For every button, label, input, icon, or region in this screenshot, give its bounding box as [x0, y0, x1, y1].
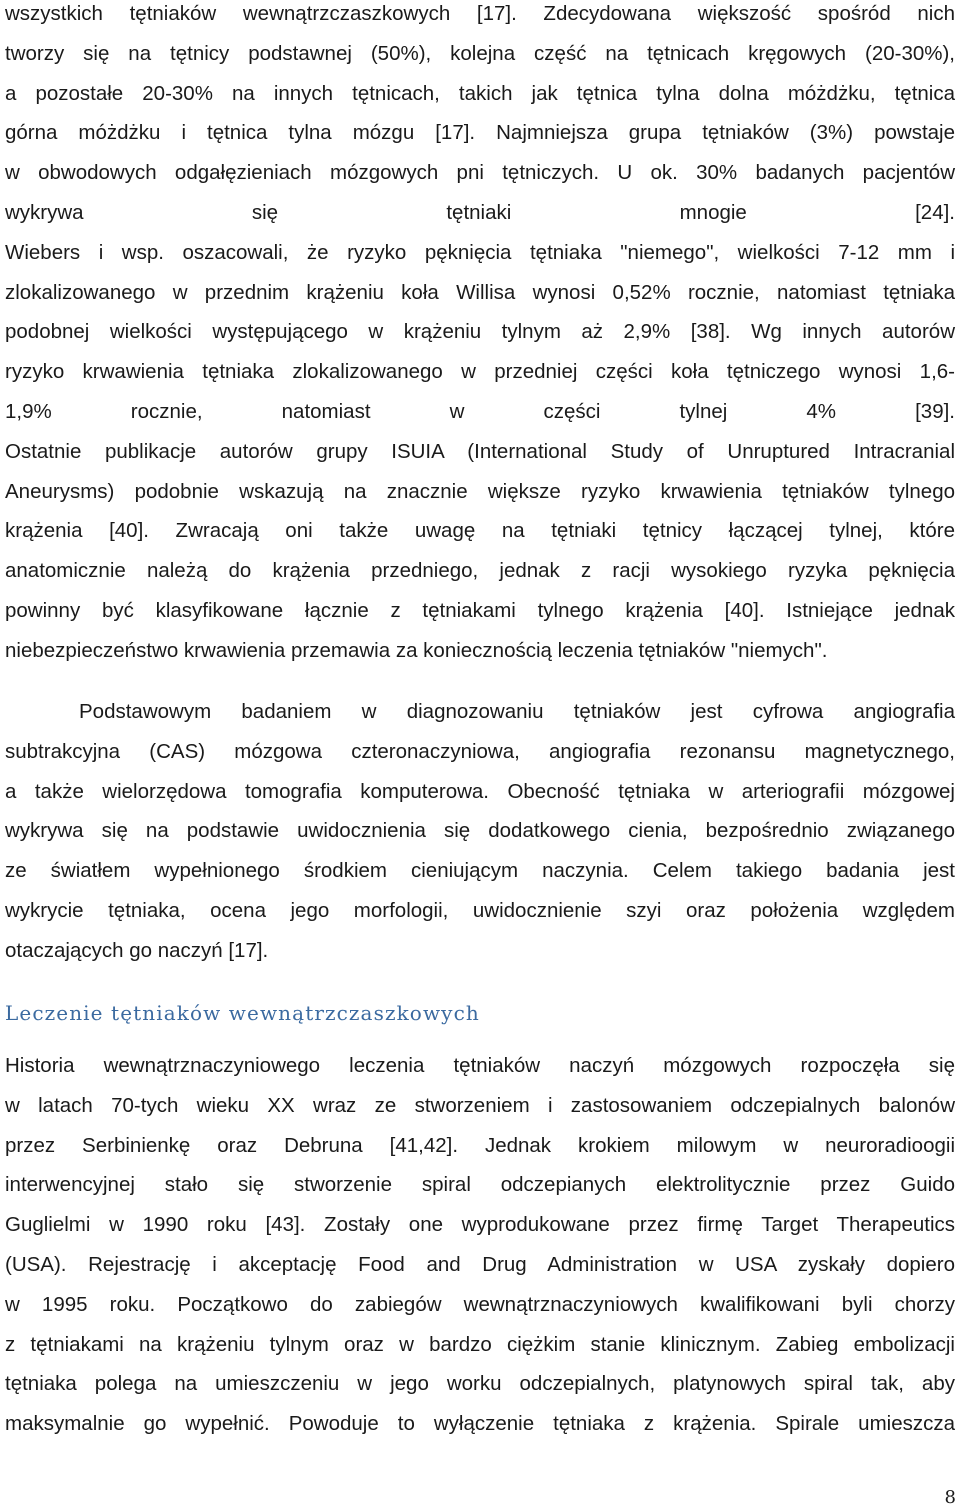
text-line: tętniaka polega na umieszczeniu w jego worku odczepialnych, platynowych spiral tak, aby — [5, 1372, 955, 1396]
text-line: a także wielorzędowa tomografia komputerowa. Obecność tętniaka w arteriografii mózgowej — [5, 779, 955, 803]
text-line: w obwodowych odgałęzieniach mózgowych pni tętniczych. U ok. 30% badanych pacjentów — [5, 161, 955, 185]
text-line: wszystkich tętniaków wewnątrzczaszkowych [17]. Zdecydowana większość spośród nich — [5, 2, 955, 25]
text-line: tworzy się na tętnicy podstawnej (50%), kolejna część na tętnicach kręgowych (20-30%), — [5, 41, 955, 65]
text-line: Aneurysms) podobnie wskazują na znacznie większe ryzyko krwawienia tętniaków tylnego — [5, 479, 955, 503]
text-line: górna móżdżku i tętnica tylna mózgu [17]. Najmniejsza grupa tętniaków (3%) powstaje — [5, 121, 955, 145]
paragraph-aneurysm-locations — [5, 0, 955, 671]
text-line: ryzyko krwawienia tętniaka zlokalizowanego w przedniej części koła tętniczego wynosi 1,6- — [5, 360, 955, 384]
page-number: 8 — [944, 1487, 956, 1508]
paragraph-endovascular-treatment — [5, 1046, 955, 1444]
text-line: krążenia [40]. Zwracają oni także uwagę na tętniaki tętnicy łączącej tylnej, które — [5, 519, 955, 543]
text-line: podobnej wielkości występującego w krążeniu tylnym aż 2,9% [38]. Wg innych autorów — [5, 320, 955, 344]
text-line: Podstawowym badaniem w diagnozowaniu tętniaków jest cyfrowa angiografia — [79, 700, 955, 723]
text-line: maksymalnie go wypełnić. Powoduje to wyłączenie tętniaka z krążenia. Spirale umieszcza — [5, 1412, 955, 1436]
text-line: w 1995 roku. Początkowo do zabiegów wewnątrznaczyniowych kwalifikowani byli chorzy — [5, 1292, 955, 1316]
text-line: Guglielmi w 1990 roku [43]. Zostały one wyprodukowane przez firmę Target Therapeutics — [5, 1213, 955, 1237]
text-line: (USA). Rejestrację i akceptację Food and Drug Administration w USA zyskały dopiero — [5, 1252, 955, 1276]
text-line: anatomicznie należą do krążenia przedniego, jednak z racji wysokiego ryzyka pęknięcia — [5, 559, 955, 583]
text-line: wykrywa się tętniaki mnogie [24]. — [5, 200, 955, 224]
text-line: niebezpieczeństwo krwawienia przemawia za koniecznością leczenia tętniaków "niemych". — [5, 638, 828, 662]
text-line: w latach 70-tych wieku XX wraz ze stworzeniem i zastosowaniem odczepialnych balonów — [5, 1093, 955, 1117]
section-heading: Leczenie tętniaków wewnątrzczaszkowych — [5, 1001, 480, 1025]
text-line: a pozostałe 20-30% na innych tętnicach, takich jak tętnica tylna dolna móżdżku, tętnica — [5, 81, 955, 105]
text-line: przez Serbinienkę oraz Debruna [41,42]. Jednak krokiem milowym w neuroradioogii — [5, 1133, 955, 1157]
text-line: powinny być klasyfikowane łącznie z tętniakami tylnego krążenia [40]. Istniejące jednak — [5, 598, 955, 622]
text-line: z tętniakami na krążeniu tylnym oraz w bardzo ciężkim stanie klinicznym. Zabieg embolizacji — [5, 1332, 955, 1356]
paragraph-diagnosis — [5, 692, 955, 971]
text-line: ze światłem wypełnionego środkiem cieniującym naczynia. Celem takiego badania jest — [5, 859, 955, 883]
text-line: Wiebers i wsp. oszacowali, że ryzyko pęknięcia tętniaka "niemego", wielkości 7-12 mm i — [5, 240, 955, 264]
text-line: wykrywa się na podstawie uwidocznienia się dodatkowego cienia, bezpośrednio związanego — [5, 819, 955, 843]
text-line: wykrycie tętniaka, ocena jego morfologii, uwidocznienie szyi oraz położenia względem — [5, 898, 955, 922]
text-line: 1,9% rocznie, natomiast w części tylnej 4% [39]. — [5, 399, 955, 423]
text-line: Ostatnie publikacje autorów grupy ISUIA (International Study of Unruptured Intracranial — [5, 439, 955, 463]
text-line: zlokalizowanego w przednim krążeniu koła Willisa wynosi 0,52% rocznie, natomiast tętniaka — [5, 280, 955, 304]
text-line: interwencyjnej stało się stworzenie spiral odczepianych elektrolitycznie przez Guido — [5, 1173, 955, 1197]
text-line: otaczających go naczyń [17]. — [5, 938, 269, 962]
text-line: Historia wewnątrznaczyniowego leczenia tętniaków naczyń mózgowych rozpoczęła się — [5, 1054, 955, 1077]
text-line: subtrakcyjna (CAS) mózgowa czteronaczyniowa, angiografia rezonansu magnetycznego, — [5, 739, 955, 763]
